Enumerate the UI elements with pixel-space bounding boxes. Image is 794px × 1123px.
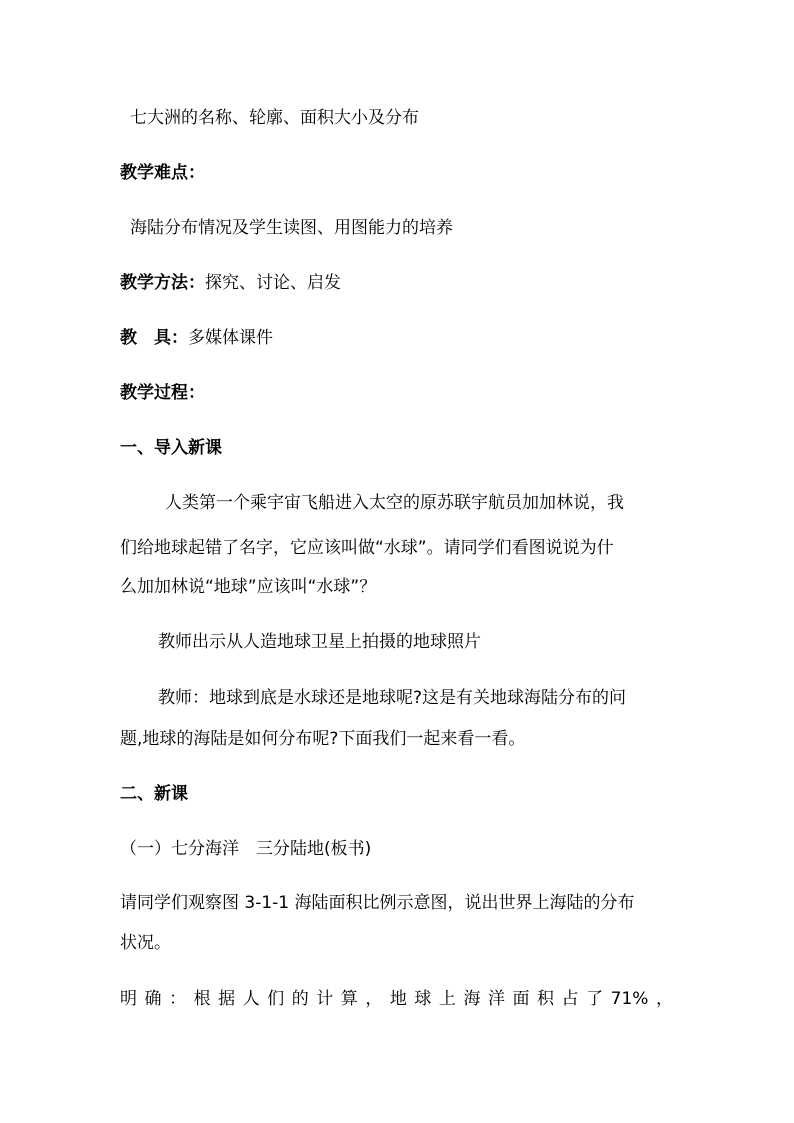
section2-heading: 二、新课 [120, 784, 188, 804]
teacher-question-line-1: 教师：地球到底是水球还是地球呢?这是有关地球海陆分布的问 [158, 688, 627, 708]
clarify-char: 计 [316, 989, 334, 1009]
clarify-char: 面 [512, 989, 530, 1009]
clarify-char: ： [169, 989, 187, 1009]
clarify-char: ， [365, 989, 383, 1009]
method-text: 探究、讨论、启发 [205, 273, 341, 293]
key-point-text: 七大洲的名称、轮廓、面积大小及分布 [130, 108, 419, 128]
clarify-char: 人 [242, 989, 260, 1009]
subsection1-heading: （一）七分海洋 三分陆地(板书) [120, 839, 372, 859]
clarify-char: 明 [120, 989, 137, 1009]
clarify-char: 积 [537, 989, 555, 1009]
clarify-char: 占 [561, 989, 579, 1009]
tools-label: 教 具： [120, 328, 188, 348]
clarify-char: 海 [463, 989, 481, 1009]
observe-line-1: 请同学们观察图 3-1-1 海陆面积比例示意图，说出世界上海陆的分布 [120, 893, 635, 913]
method-label: 教学方法： [120, 273, 205, 293]
difficulty-text: 海陆分布情况及学生读图、用图能力的培养 [130, 218, 453, 238]
intro-line-3: 么加加林说“地球”应该叫“水球”？ [120, 577, 377, 597]
intro-line-2: 们给地球起错了名字，它应该叫做“水球”。请同学们看图说说为什 [120, 538, 614, 558]
difficulty-heading: 教学难点： [120, 163, 205, 183]
process-heading: 教学过程： [120, 383, 205, 403]
clarify-char: 们 [267, 989, 285, 1009]
clarify-char: 球 [414, 989, 432, 1009]
tools-text: 多媒体课件 [188, 328, 273, 348]
method-row [120, 271, 680, 295]
clarify-char: 根 [193, 989, 211, 1009]
clarify-char: 算 [340, 989, 358, 1009]
intro-line-1: 人类第一个乘宇宙飞船进入太空的原苏联宇航员加加林说，我 [165, 493, 624, 513]
clarify-char: 的 [291, 989, 309, 1009]
clarify-char: 确 [144, 989, 162, 1009]
clarify-char: 据 [218, 989, 236, 1009]
observe-line-2: 状况。 [120, 933, 171, 953]
section1-heading: 一、导入新课 [120, 438, 222, 458]
clarify-char: 洋 [487, 989, 505, 1009]
clarify-char: 地 [389, 989, 407, 1009]
clarify-char: ， [655, 989, 673, 1009]
tools-row [120, 326, 680, 350]
clarify-line [120, 987, 673, 1011]
teacher-question-line-2: 题,地球的海陆是如何分布呢?下面我们一起来看一看。 [120, 729, 526, 749]
clarify-char: 上 [438, 989, 456, 1009]
clarify-char: 71% [610, 989, 649, 1009]
teacher-show-text: 教师出示从人造地球卫星上拍摄的地球照片 [158, 632, 481, 652]
clarify-char: 了 [586, 989, 604, 1009]
